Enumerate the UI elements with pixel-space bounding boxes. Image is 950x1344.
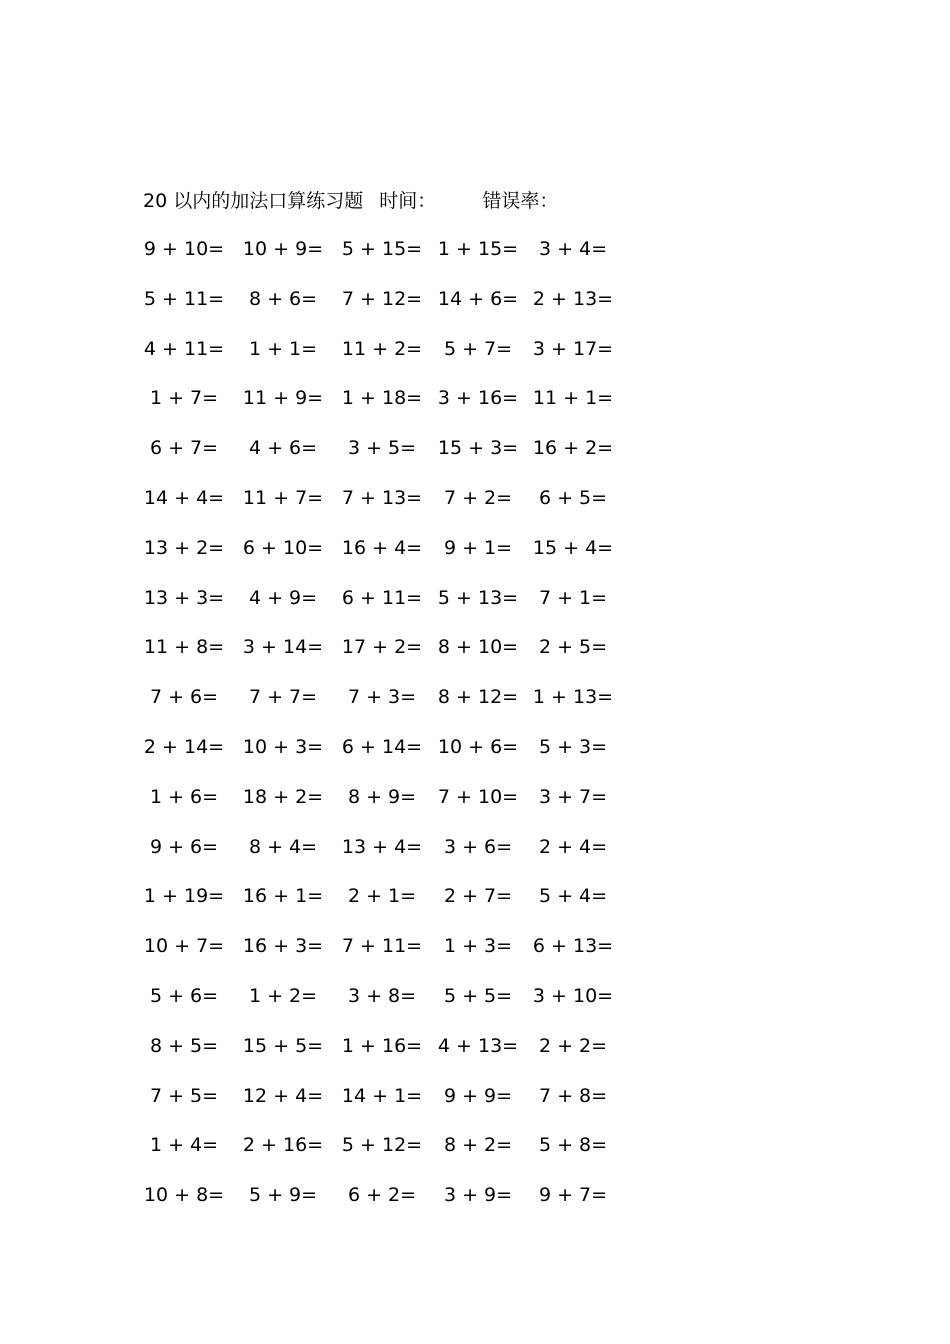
problem-r4-c4: 3 + 16= [437,387,519,410]
problem-r7-c3: 16 + 4= [341,536,423,559]
problem-r8-c4: 5 + 13= [437,586,519,609]
problem-r16-c4: 5 + 5= [443,985,513,1007]
problem-r13-c1: 9 + 6= [149,835,219,858]
problem-r5-c3: 3 + 5= [347,437,417,460]
problem-r17-c1: 8 + 5= [149,1034,219,1057]
problem-r7-c1: 13 + 2= [143,536,225,559]
problem-r6-c5: 6 + 5= [538,487,608,509]
problem-r1-c5: 3 + 4= [538,238,608,260]
problem-r16-c5: 3 + 10= [532,985,614,1007]
problem-r11-c2: 10 + 3= [242,736,324,758]
problem-r2-c2: 8 + 6= [248,287,318,310]
worksheet-header [143,186,558,216]
problem-r3-c2: 1 + 1= [248,337,318,360]
problem-r12-c5: 3 + 7= [538,785,608,808]
problem-r11-c1: 2 + 14= [143,736,225,758]
problem-r14-c1: 1 + 19= [143,885,225,908]
problem-r8-c2: 4 + 9= [248,586,318,609]
problem-r15-c4: 1 + 3= [443,935,513,958]
error-rate-label: 错误率： [482,190,559,212]
problem-r14-c2: 16 + 1= [242,885,324,908]
problem-r19-c2: 2 + 16= [242,1134,324,1157]
problem-r18-c3: 14 + 1= [341,1084,423,1107]
problem-r3-c3: 11 + 2= [341,337,423,360]
problem-r13-c5: 2 + 4= [538,835,608,858]
problem-r11-c5: 5 + 3= [538,736,608,758]
problem-r9-c3: 17 + 2= [341,636,423,659]
problem-r20-c3: 6 + 2= [347,1184,417,1207]
problem-r15-c5: 6 + 13= [532,935,614,958]
problem-r3-c1: 4 + 11= [143,337,225,360]
problem-r2-c4: 14 + 6= [437,287,519,310]
problem-r20-c4: 3 + 9= [443,1184,513,1207]
problem-r17-c2: 15 + 5= [242,1034,324,1057]
problem-r3-c5: 3 + 17= [532,337,614,360]
problem-r7-c4: 9 + 1= [443,536,513,559]
problem-r12-c3: 8 + 9= [347,785,417,808]
problem-r14-c5: 5 + 4= [538,885,608,908]
problem-r19-c3: 5 + 12= [341,1134,423,1157]
problem-r15-c3: 7 + 11= [341,935,423,958]
problem-r9-c5: 2 + 5= [538,636,608,659]
problem-r4-c1: 1 + 7= [149,387,219,410]
problem-r18-c4: 9 + 9= [443,1084,513,1107]
problem-r12-c2: 18 + 2= [242,785,324,808]
problem-r10-c1: 7 + 6= [149,686,219,709]
problem-r17-c5: 2 + 2= [538,1034,608,1057]
problem-r9-c4: 8 + 10= [437,636,519,659]
problem-r18-c5: 7 + 8= [538,1084,608,1107]
problem-r10-c3: 7 + 3= [347,686,417,709]
problem-r5-c5: 16 + 2= [532,437,614,460]
problem-r2-c1: 5 + 11= [143,287,225,310]
problem-r12-c4: 7 + 10= [437,785,519,808]
problem-r4-c2: 11 + 9= [242,387,324,410]
problem-r4-c5: 11 + 1= [532,387,614,410]
problem-r2-c5: 2 + 13= [532,287,614,310]
problem-r6-c2: 11 + 7= [242,487,324,509]
problem-r9-c2: 3 + 14= [242,636,324,659]
problem-r8-c5: 7 + 1= [538,586,608,609]
problem-r16-c2: 1 + 2= [248,985,318,1007]
problem-r15-c2: 16 + 3= [242,935,324,958]
problem-r18-c1: 7 + 5= [149,1084,219,1107]
problem-r12-c1: 1 + 6= [149,785,219,808]
worksheet-title: 20 以内的加法口算练习题 [143,190,364,212]
problem-r6-c4: 7 + 2= [443,487,513,509]
problem-r19-c4: 8 + 2= [443,1134,513,1157]
problem-r6-c3: 7 + 13= [341,487,423,509]
problem-r17-c4: 4 + 13= [437,1034,519,1057]
problem-r9-c1: 11 + 8= [143,636,225,659]
problem-r8-c3: 6 + 11= [341,586,423,609]
problem-r16-c3: 3 + 8= [347,985,417,1007]
problem-r17-c3: 1 + 16= [341,1034,423,1057]
problem-r20-c2: 5 + 9= [248,1184,318,1207]
problem-r13-c3: 13 + 4= [341,835,423,858]
problem-r16-c1: 5 + 6= [149,985,219,1007]
problem-r20-c5: 9 + 7= [538,1184,608,1207]
problem-r7-c5: 15 + 4= [532,536,614,559]
problem-r18-c2: 12 + 4= [242,1084,324,1107]
problem-r2-c3: 7 + 12= [341,287,423,310]
problem-r10-c4: 8 + 12= [437,686,519,709]
problem-r15-c1: 10 + 7= [143,935,225,958]
problem-r4-c3: 1 + 18= [341,387,423,410]
problem-r8-c1: 13 + 3= [143,586,225,609]
problem-r14-c3: 2 + 1= [347,885,417,908]
problem-r7-c2: 6 + 10= [242,536,324,559]
problem-r11-c4: 10 + 6= [437,736,519,758]
problem-r19-c5: 5 + 8= [538,1134,608,1157]
problem-r13-c4: 3 + 6= [443,835,513,858]
problem-r1-c4: 1 + 15= [437,238,519,260]
problem-r5-c4: 15 + 3= [437,437,519,460]
problem-r1-c2: 10 + 9= [242,238,324,260]
problem-r10-c2: 7 + 7= [248,686,318,709]
problem-r3-c4: 5 + 7= [443,337,513,360]
problem-r5-c2: 4 + 6= [248,437,318,460]
problem-r6-c1: 14 + 4= [143,487,225,509]
problem-r1-c1: 9 + 10= [143,238,225,260]
problem-r20-c1: 10 + 8= [143,1184,225,1207]
problem-r10-c5: 1 + 13= [532,686,614,709]
problem-r1-c3: 5 + 15= [341,238,423,260]
problem-r5-c1: 6 + 7= [149,437,219,460]
problem-r14-c4: 2 + 7= [443,885,513,908]
problem-r11-c3: 6 + 14= [341,736,423,758]
problem-r13-c2: 8 + 4= [248,835,318,858]
time-label: 时间： [379,190,437,212]
problem-r19-c1: 1 + 4= [149,1134,219,1157]
